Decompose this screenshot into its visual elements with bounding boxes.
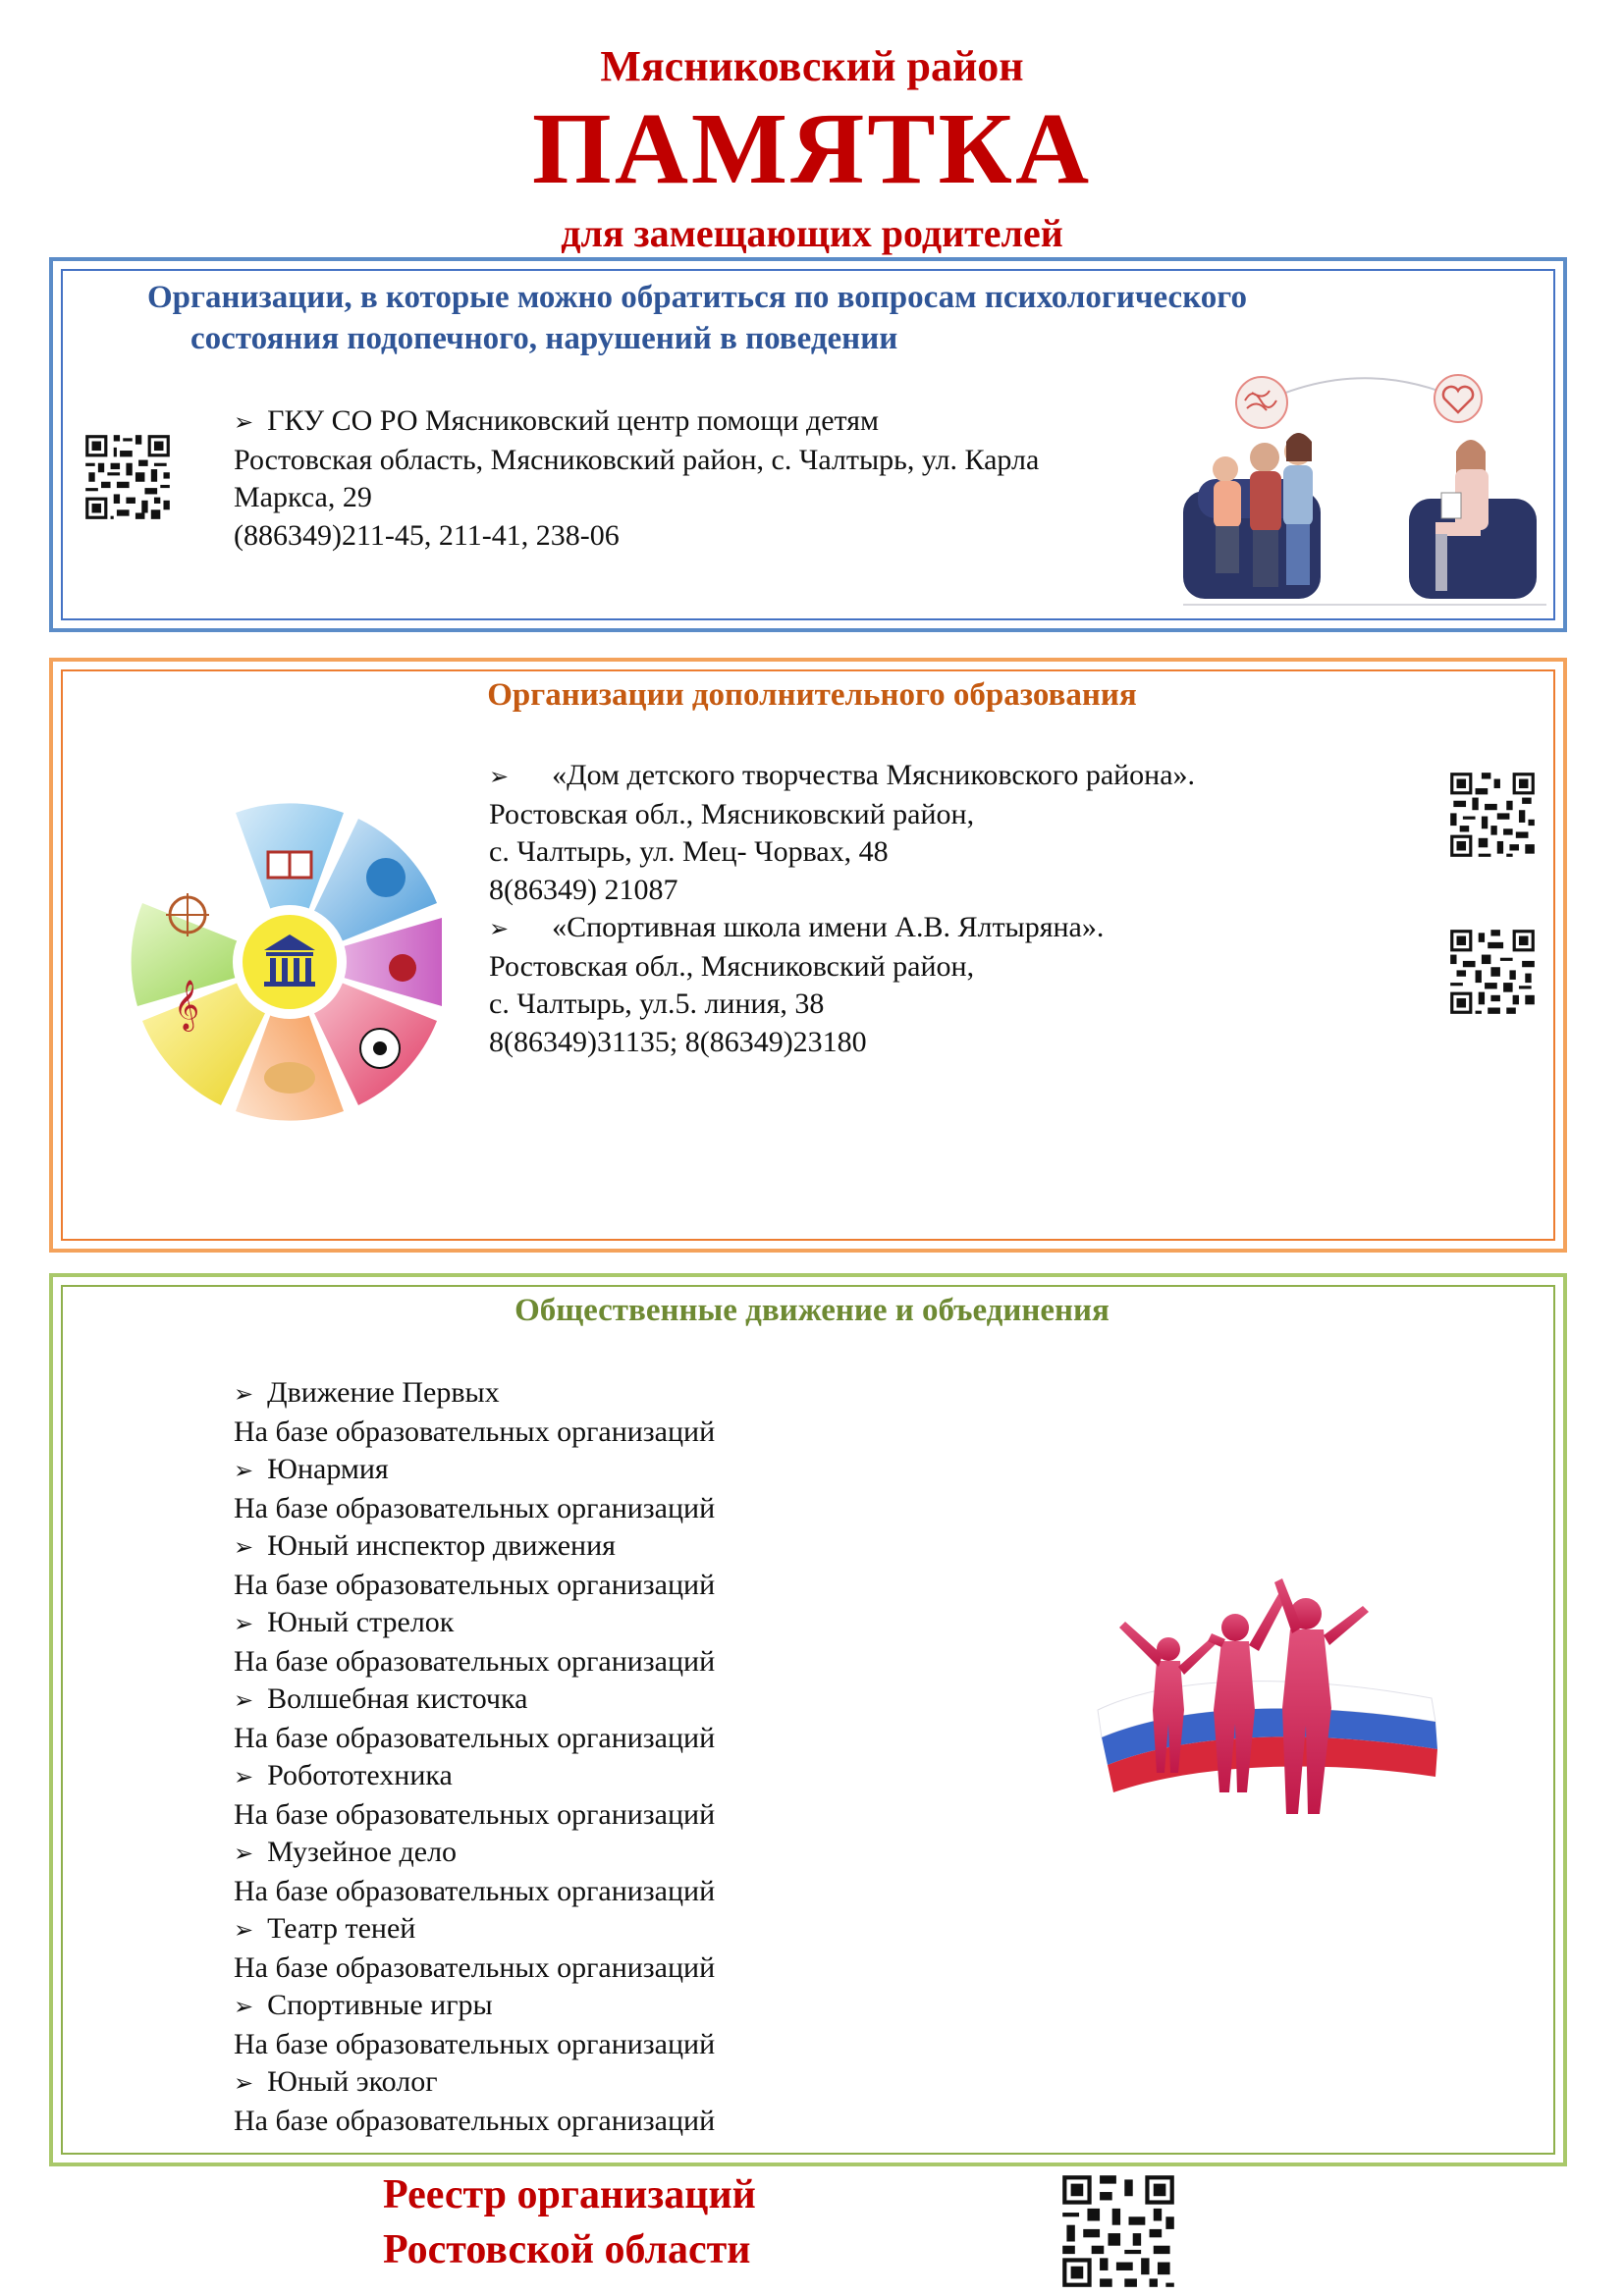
bullet-arrow-icon: ➢: [489, 763, 510, 790]
movement-name: Волшебная кисточка: [267, 1682, 528, 1715]
psych-section-title: Организации, в которые можно обратиться по вопросам психологического состояния подопечного, нарушений в поведении: [147, 280, 1247, 356]
org-phones: (886349)211-45, 211-41, 238-06: [234, 518, 620, 552]
list-item: [234, 1527, 715, 1567]
family-therapy-illustration: [1178, 361, 1551, 609]
bullet-arrow-icon: ➢: [234, 1840, 254, 1867]
bullet-arrow-icon: ➢: [234, 2069, 254, 2097]
bullet-arrow-icon: ➢: [234, 1610, 254, 1637]
qr-code-icon[interactable]: [1447, 927, 1538, 1017]
org-phone: 8(86349)31135; 8(86349)23180: [489, 1025, 867, 1058]
org-address: Ростовская обл., Мясниковский район,: [489, 949, 975, 983]
bullet-arrow-icon: ➢: [234, 1763, 254, 1790]
list-item: [234, 1681, 715, 1720]
list-item: [489, 909, 1195, 948]
page-subtitle: для замещающих родителей: [561, 211, 1063, 255]
list-item: [234, 1374, 715, 1414]
list-item: [489, 757, 1195, 796]
movement-name: Юнармия: [267, 1453, 389, 1485]
list-item: [234, 1757, 715, 1796]
movement-base: На базе образовательных организаций: [234, 1568, 716, 1601]
education-section-title: Организации дополнительного образования: [487, 677, 1137, 713]
org-address: Ростовская область, Мясниковский район, с. Чалтырь, ул. Карла: [234, 443, 1040, 476]
footer-line: Реестр организаций: [383, 2172, 756, 2217]
qr-code-icon[interactable]: [82, 432, 173, 522]
bullet-arrow-icon: ➢: [234, 1916, 254, 1944]
movement-base: На базе образовательных организаций: [234, 1644, 716, 1678]
bullet-arrow-icon: ➢: [234, 1533, 254, 1561]
education-orgs-list: [489, 757, 1195, 1061]
svg-text:𝄞: 𝄞: [174, 980, 200, 1030]
page-title: ПАМЯТКА: [531, 92, 1093, 205]
footer-line: Ростовской области: [383, 2227, 751, 2272]
movement-name: Робототехника: [267, 1759, 453, 1791]
movement-base: На базе образовательных организаций: [234, 2104, 716, 2137]
movement-name: Спортивные игры: [267, 1989, 493, 2021]
org-address-cont: с. Чалтырь, ул.5. линия, 38: [489, 988, 825, 1020]
movement-name: Театр теней: [267, 1912, 416, 1945]
movement-base: На базе образовательных организаций: [234, 1415, 716, 1448]
qr-code-icon[interactable]: [1058, 2171, 1178, 2291]
bullet-arrow-icon: ➢: [234, 1457, 254, 1484]
movement-name: Музейное дело: [267, 1836, 458, 1868]
bullet-arrow-icon: ➢: [234, 1686, 254, 1714]
movement-base: На базе образовательных организаций: [234, 1721, 716, 1754]
bullet-arrow-icon: ➢: [234, 1993, 254, 2020]
movement-base: На базе образовательных организаций: [234, 1491, 716, 1524]
psych-org-details: [234, 402, 1039, 555]
movement-name: Юный стрелок: [267, 1606, 455, 1638]
movement-base: На базе образовательных организаций: [234, 2027, 716, 2060]
jumping-people-flag-illustration: [1058, 1565, 1461, 1843]
list-item: [234, 1910, 715, 1949]
org-address-cont: с. Чалтырь, ул. Мец- Чорвах, 48: [489, 835, 889, 868]
qr-code-icon[interactable]: [1447, 770, 1538, 860]
bullet-arrow-icon: ➢: [234, 408, 254, 436]
org-address: Ростовская обл., Мясниковский район,: [489, 797, 975, 830]
movement-base: На базе образовательных организаций: [234, 1797, 716, 1831]
district-heading: Мясниковский район: [600, 42, 1024, 90]
org-phone: 8(86349) 21087: [489, 873, 678, 906]
org-name: «Дом детского творчества Мясниковского района».: [552, 759, 1196, 791]
movement-name: Движение Первых: [267, 1376, 500, 1409]
list-item: [234, 2063, 715, 2103]
education-activities-wheel: [118, 780, 442, 1144]
movement-name: Юный эколог: [267, 2065, 438, 2098]
org-name: ГКУ СО РО Мясниковский центр помощи детям: [267, 404, 880, 437]
list-item: [234, 1834, 715, 1873]
public-movements-list: [234, 1374, 715, 2140]
bullet-arrow-icon: ➢: [489, 915, 510, 942]
org-name: «Спортивная школа имени А.В. Ялтыряна».: [552, 911, 1105, 943]
public-section-title: Общественные движение и объединения: [514, 1293, 1110, 1328]
list-item: [234, 1987, 715, 2026]
bullet-arrow-icon: ➢: [234, 1380, 254, 1408]
movement-name: Юный инспектор движения: [267, 1529, 616, 1562]
list-item: [234, 1451, 715, 1490]
movement-base: На базе образовательных организаций: [234, 1874, 716, 1907]
registry-footer: [383, 2167, 756, 2277]
list-item: [234, 1604, 715, 1643]
org-address-cont: Маркса, 29: [234, 481, 372, 513]
movement-base: На базе образовательных организаций: [234, 1950, 716, 1984]
